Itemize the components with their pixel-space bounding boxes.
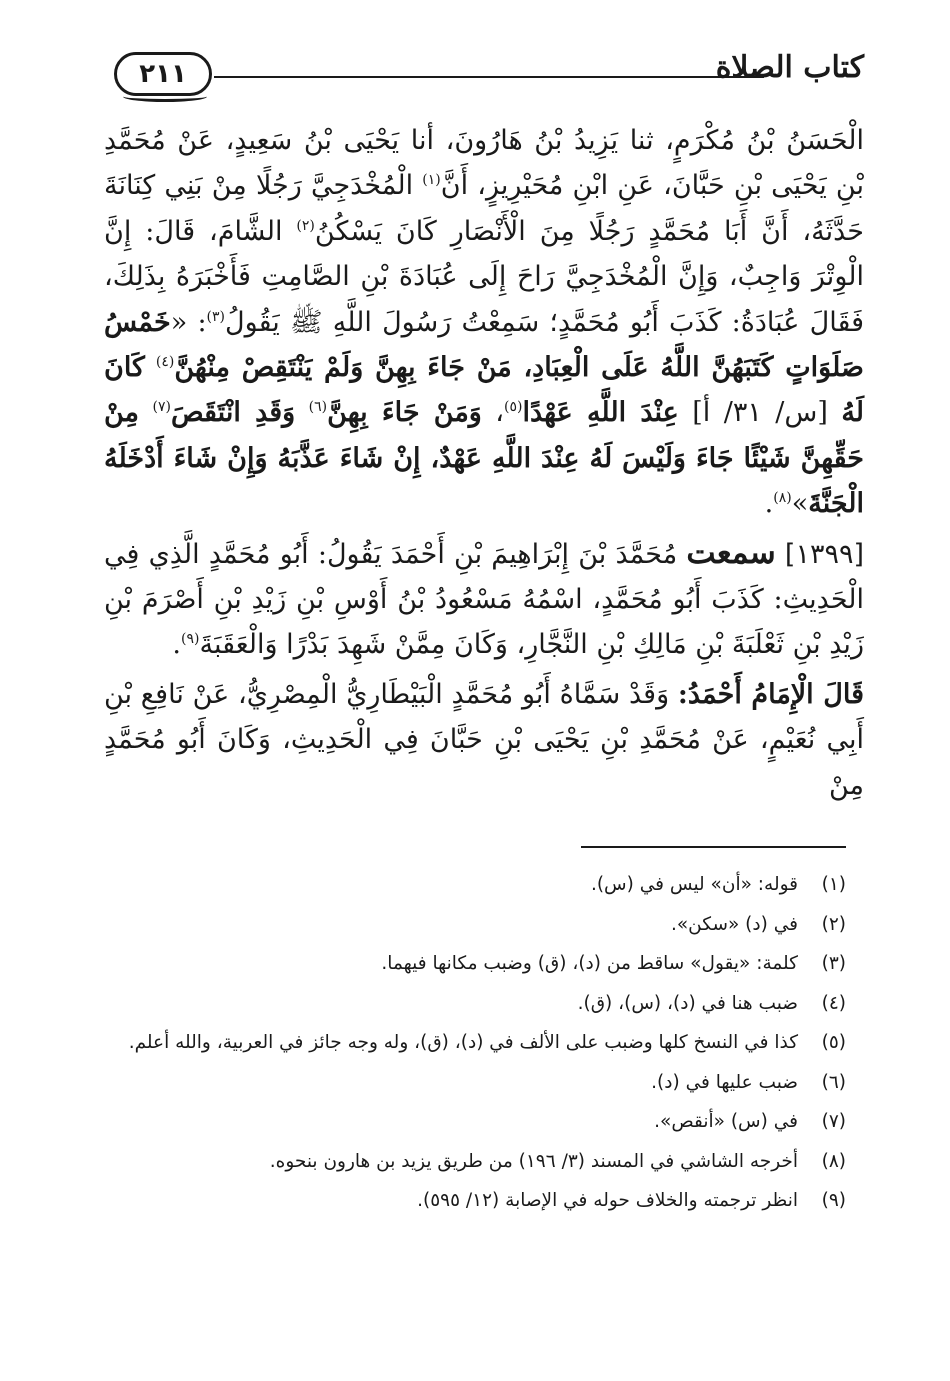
footnote-number: (٤) <box>821 992 846 1014</box>
footnote-text: أخرجه الشاشي في المسند (٣/ ١٩٦) من طريق يزيد بن هارون بنحوه. <box>269 1150 798 1172</box>
footnote-text: في (س) «أنقص». <box>654 1111 798 1132</box>
footnote-8 <box>86 1142 846 1182</box>
footnote-number: (٥) <box>821 1032 846 1053</box>
hadith-text: مِنْ حَقِّهِنَّ شَيْئًا جَاءَ وَلَيْسَ لَهُ عِنْدَ اللَّهِ عَهْدٌ، إِنْ شَاءَ عَذَّبَهُ وَإِنْ شَاءَ أَدْخَلَهُ الْجَنَّةَ <box>104 397 864 520</box>
text-run: مُحَمَّدَ بْنَ إِبْرَاهِيمَ بْنِ أَحْمَدَ يَقُولُ: أَبُو مُحَمَّدٍ الَّذِي فِي الْحَدِيثِ: كَذَبَ أَبُو مُحَمَّدٍ، اسْمُهُ مَسْعُودُ بْنُ أَوْسِ بْنِ زَيْدِ بْنِ أَصْرَمَ بْنِ زَيْدِ بْنِ ثَعْلَبَةَ بْنِ مَالِكِ بْنِ النَّجَّارِ، وَكَانَ مِمَّنْ شَهِدَ بَدْرًا وَالْعَقَبَةَ <box>104 538 864 661</box>
text-run: الشَّامَ، قَالَ: إِنَّ الْوِتْرَ وَاجِبٌ، وَإِنَّ الْمُخْدَجِيَّ رَاحَ إِلَى عُبَادَةَ بْنِ الصَّامِتِ فَأَخْبَرَهُ بِذَلِكَ، فَقَالَ عُبَادَةُ: كَذَبَ أَبُو مُحَمَّدٍ؛ سَمِعْتُ رَسُولَ اللَّهِ ﷺ يَقُولُ <box>104 215 865 338</box>
footnote-ref: (٣) <box>206 308 226 325</box>
footnote-ref: (٥) <box>504 399 523 416</box>
footnote-rule <box>581 846 846 848</box>
page-header <box>104 50 864 110</box>
footnote-text: في (د) «سكن». <box>670 913 798 935</box>
paragraph-1399 <box>104 531 864 668</box>
footnote-ref: (٤) <box>155 354 175 371</box>
paragraph-lead: قَالَ الْإِمَامُ أَحْمَدُ: <box>677 678 864 710</box>
paragraph-imam <box>104 672 864 808</box>
footnote-number: (١) <box>821 874 846 895</box>
footnote-text: كلمة: «يقول» ساقط من (د)، (ق) وضبب مكانها فيهما. <box>381 953 798 974</box>
footnote-6 <box>86 1063 846 1103</box>
hadith-text: عِنْدَ اللَّهِ عَهْدًا <box>522 397 679 429</box>
hadith-text: خَمْسُ صَلَوَاتٍ كَتَبَهُنَّ اللَّهُ عَلَى الْعِبَادِ، مَنْ جَاءَ بِهِنَّ وَلَمْ يَنْتَقِصْ مِنْهُنَّ <box>104 306 864 384</box>
text-run: . <box>764 488 774 520</box>
footnote-3 <box>86 944 846 984</box>
footnote-ref: (٧) <box>152 399 171 416</box>
text-run: الْحَسَنُ بْنُ مُكْرَمٍ، ثنا يَزِيدُ بْنُ هَارُونَ، أنا يَحْيَى بْنُ سَعِيدٍ، عَنْ مُحَمَّدِ بْنِ يَحْيَى بْنِ حَبَّانَ، عَنِ ابْنِ مُحَيْرِيزٍ، أَنَّ <box>104 125 864 202</box>
footnote-number: (٢) <box>821 913 846 935</box>
paragraph-hadith <box>104 118 864 527</box>
footnote-number: (٩) <box>821 1190 846 1211</box>
footnotes <box>86 865 846 1221</box>
header-rule <box>214 76 764 78</box>
footnote-4 <box>86 984 846 1024</box>
footnote-7 <box>86 1102 846 1142</box>
hadith-text: كَانَ لَهُ <box>104 352 865 429</box>
footnote-5 <box>86 1023 846 1063</box>
hadith-text: وَقَدِ انْتَقَصَ <box>170 397 296 429</box>
text-run: . <box>172 629 182 661</box>
footnote-number: (٣) <box>821 953 846 974</box>
footnote-9 <box>86 1181 846 1221</box>
hadith-text: وَمَنْ جَاءَ بِهِنَّ <box>327 397 482 429</box>
footnote-ref: (٩) <box>181 631 200 648</box>
text-run: الْمُخْدَجِيَّ رَجُلًا مِنْ بَنِي كِنَانَةَ حَدَّثَهُ، أَنَّ أَبَا مُحَمَّدٍ رَجُلًا مِنَ الْأَنْصَارِ كَانَ يَسْكُنُ <box>104 170 864 247</box>
footnote-1 <box>86 865 846 905</box>
manuscript-ref: [س/ ٣١/ أ] <box>692 397 828 429</box>
footnote-number: (٧) <box>821 1111 846 1132</box>
footnote-2 <box>86 905 846 945</box>
footnote-number: (٨) <box>821 1150 846 1172</box>
book-title: كتاب الصلاة <box>715 50 864 85</box>
footnote-ref: (٢) <box>296 217 315 234</box>
text-run: ، <box>481 397 504 429</box>
page-number: ٢١١ <box>114 52 212 96</box>
footnote-ref: (١) <box>422 172 441 189</box>
footnote-text: قوله: «أن» ليس في (س). <box>590 874 798 895</box>
footnote-text: كذا في النسخ كلها وضبب على الألف في (د)، (ق)، وله وجه جائز في العربية، والله أعلم. <box>128 1032 798 1053</box>
footnote-ref: (٨) <box>773 490 792 507</box>
footnote-ref: (٦) <box>308 399 328 416</box>
text-run: : « <box>170 306 207 338</box>
text-run: » <box>791 488 809 520</box>
text-run: وَقَدْ سَمَّاهُ أَبُو مُحَمَّدٍ الْبَيْطَارِيُّ الْمِصْرِيُّ، عَنْ نَافِعِ بْنِ أَبِي نُعَيْمٍ، عَنْ مُحَمَّدِ بْنِ يَحْيَى بْنِ حَبَّانَ فِي الْحَدِيثِ، وَكَانَ أَبُو مُحَمَّدٍ مِنْ <box>104 678 864 801</box>
footnote-text: انظر ترجمته والخلاف حوله في الإصابة (١٢/ ٥٩٥). <box>417 1190 798 1211</box>
main-text <box>104 118 864 808</box>
footnote-number: (٦) <box>821 1071 846 1093</box>
entry-number: [١٣٩٩] <box>784 538 864 570</box>
entry-heading: سمعت <box>686 534 776 571</box>
footnote-text: ضبب هنا في (د)، (س)، (ق). <box>577 992 798 1014</box>
footnote-text: ضبب عليها في (د). <box>651 1071 798 1093</box>
